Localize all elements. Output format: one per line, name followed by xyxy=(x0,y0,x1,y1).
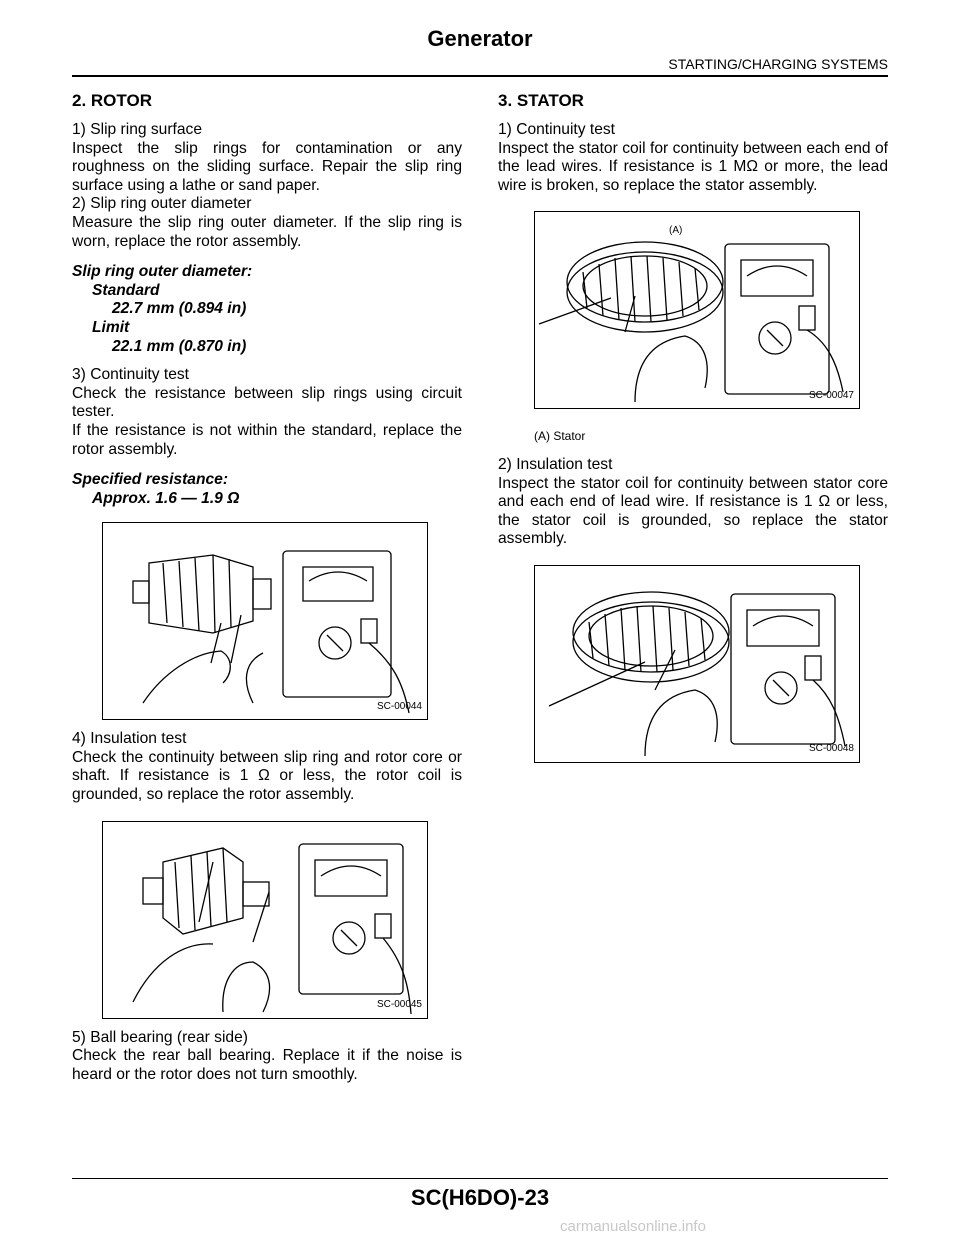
stator-insulation-text: Inspect the stator coil for continuity between stator core and each end of lead wire. If resistance is 1 Ω or less, the stator coil is grounded, so replace the stator assembly. xyxy=(498,474,888,548)
limit-value: 22.1 mm (0.870 in) xyxy=(112,337,247,355)
stator-heading: 3. STATOR xyxy=(498,91,584,110)
watermark: carmanualsonline.info xyxy=(560,1218,706,1235)
rotor-column xyxy=(72,90,462,1084)
limit-label: Limit xyxy=(92,318,130,336)
stator-insulation-title: 2) Insulation test xyxy=(498,455,613,473)
stator-column xyxy=(498,90,888,763)
insulation-text: Check the continuity between slip ring and rotor core or shaft. If resistance is 1 Ω or less, the rotor coil is grounded, so replace the rotor assembly. xyxy=(72,748,462,804)
insulation-title: 4) Insulation test xyxy=(72,730,187,748)
resistance-value: Approx. 1.6 — 1.9 Ω xyxy=(92,489,240,507)
figure-code-sc00048: SC-00048 xyxy=(808,743,854,755)
page-title: Generator xyxy=(427,26,533,51)
standard-label: Standard xyxy=(92,281,160,299)
figure-code-sc00044: SC-00044 xyxy=(376,700,422,712)
rotor-continuity-figure xyxy=(102,522,428,720)
continuity-text-2: If the resistance is not within the standard, replace the rotor assembly. xyxy=(72,421,462,458)
spec-title: Slip ring outer diameter: xyxy=(72,263,253,281)
rotor-heading: 2. ROTOR xyxy=(72,91,152,110)
standard-value: 22.7 mm (0.894 in) xyxy=(112,300,247,318)
continuity-title: 3) Continuity test xyxy=(72,366,190,384)
slip-surface-text: Inspect the slip rings for contamination or any roughness on the sliding surface. Repair the slip ring surface using a lathe or sand paper. xyxy=(72,139,462,194)
stator-insulation-figure xyxy=(534,565,860,763)
rotor-insulation-figure xyxy=(102,821,428,1019)
stator-tester-illustration xyxy=(535,212,859,408)
figure-caption: (A) Stator xyxy=(534,429,586,444)
rotor-insulation-illustration xyxy=(103,822,427,1018)
footer-divider xyxy=(72,1178,888,1179)
header-divider xyxy=(72,75,888,77)
section-header: STARTING/CHARGING SYSTEMS xyxy=(668,56,888,72)
page-number: SC(H6DO)-23 xyxy=(410,1185,550,1210)
resistance-title: Specified resistance: xyxy=(72,471,229,489)
stator-continuity-figure xyxy=(534,211,860,409)
bearing-text: Check the rear ball bearing. Replace it if the noise is heard or the rotor does not turn smoothly. xyxy=(72,1047,462,1083)
outer-dia-text: Measure the slip ring outer diameter. If the slip ring is worn, replace the rotor assembly. xyxy=(72,213,462,250)
figure-code-sc00047: SC-00047 xyxy=(808,389,854,401)
stator-continuity-title: 1) Continuity test xyxy=(498,121,616,138)
figure-code-sc00045: SC-00045 xyxy=(376,999,422,1011)
continuity-text-1: Check the resistance between slip rings using circuit tester. xyxy=(72,384,462,421)
rotor-tester-illustration xyxy=(103,523,427,719)
outer-dia-title: 2) Slip ring outer diameter xyxy=(72,195,252,213)
figure-callout-a: (A) xyxy=(669,225,683,237)
slip-surface-title: 1) Slip ring surface xyxy=(72,121,203,138)
bearing-title: 5) Ball bearing (rear side) xyxy=(72,1028,248,1046)
stator-continuity-text: Inspect the stator coil for continuity between each end of the lead wires. If resistance is 1 MΩ or more, the lead wire is broken, so replace the stator assembly. xyxy=(498,139,888,194)
stator-insulation-illustration xyxy=(535,566,859,762)
